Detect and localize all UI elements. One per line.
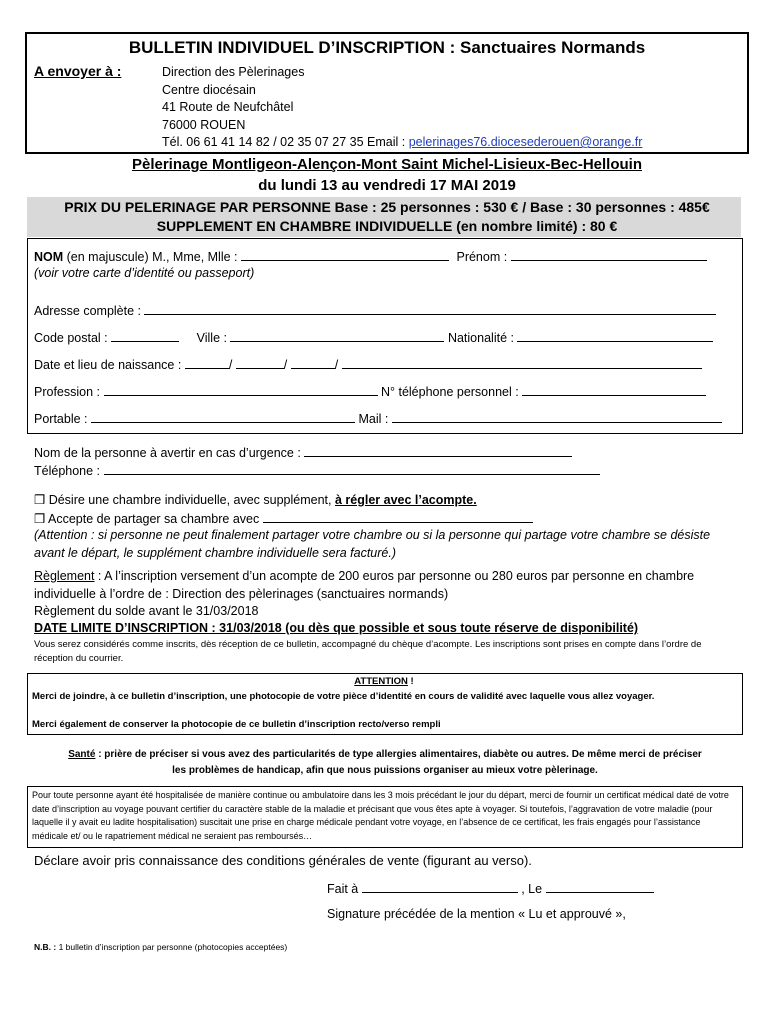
adresse-row (34, 302, 716, 318)
adresse-label: Adresse complète : (34, 304, 141, 318)
ville-label: Ville : (196, 331, 227, 345)
date-label: , Le (521, 882, 543, 896)
code-postal-label: Code postal : (34, 331, 108, 345)
attention-title: ATTENTION (354, 676, 408, 687)
emergency-contact-row (34, 444, 572, 460)
payment-label: Règlement (34, 569, 95, 583)
code-postal-field[interactable] (111, 329, 179, 342)
deadline-text: : 31/03/2018 (ou dès que possible et sous toute réserve de disponibilité) (208, 621, 639, 635)
birth-place-field[interactable] (342, 356, 702, 369)
share-room-checkbox[interactable]: ❒ (34, 512, 46, 526)
share-room-field[interactable] (263, 510, 533, 523)
registration-note: Vous serez considérés comme inscrits, dès réception de ce bulletin, accompagné du chèque d’acompte. Les inscriptions sont prises en compte dans l’ordre de réception du courrier. (34, 639, 702, 664)
address-block (162, 64, 642, 152)
payment-text (34, 568, 739, 603)
naissance-label: Date et lieu de naissance : (34, 358, 182, 372)
trip-title: Pèlerinage Montligeon-Alençon-Mont Saint Michel-Lisieux-Bec-Hellouin (131, 156, 643, 173)
code-postal-row (34, 329, 713, 345)
health-text: : prière de préciser si vous avez des particularités de type allergies alimentaires, diabète ou autres. De même merci de préciser les problèmes de handicap, afin que nous puissions organiser au mieux votre pèlerinage. (95, 749, 702, 776)
send-to-label: A envoyer à : (34, 63, 122, 79)
footer-note (34, 942, 287, 952)
mail-field[interactable] (392, 410, 722, 423)
emergency-contact-field[interactable] (304, 444, 572, 457)
share-room-label: Accepte de partager sa chambre avec (48, 512, 260, 526)
payment-details: : A l’inscription versement d’un acompte de 200 euros par personne ou 280 euros par personne en chambre individuelle à l’ordre de : Direction des pèlerinages (sanctuaires normands) (34, 569, 695, 601)
emergency-phone-row (34, 462, 600, 478)
attention-title-suffix: ! (407, 676, 414, 687)
profession-field[interactable] (104, 383, 378, 396)
prenom-label: Prénom : (456, 250, 508, 264)
nom-field[interactable] (241, 248, 449, 261)
room-note: (Attention : si personne ne peut finalement partager votre chambre ou si la personne qui partage votre chambre se désiste avant le départ, le supplément chambre individuelle sera facturé.) (34, 528, 711, 560)
profession-row (34, 383, 706, 399)
nom-row (34, 248, 707, 264)
emergency-contact-label: Nom de la personne à avertir en cas d’urgence : (34, 446, 301, 460)
portable-label: Portable : (34, 412, 88, 426)
naissance-row: Date et lieu de naissance : / / / (34, 356, 702, 372)
single-room-row (34, 492, 477, 507)
nb-label: N.B. : (34, 942, 57, 952)
birth-year-field[interactable] (291, 356, 335, 369)
phone-line: Tél. 06 61 41 14 82 / 02 35 07 27 35 Email : (162, 135, 409, 149)
address-line: Centre diocésain (162, 82, 256, 97)
page-title: BULLETIN INDIVIDUEL D’INSCRIPTION : Sanctuaires Normands (128, 38, 646, 57)
declaration: Déclare avoir pris connaissance des conditions générales de vente (figurant au verso). (34, 853, 532, 868)
attention-copy-note: Merci également de conserver la photocopie de ce bulletin d’inscription recto/verso rempli (32, 719, 441, 730)
birth-day-field[interactable] (185, 356, 229, 369)
profession-label: Profession : (34, 385, 101, 399)
telephone-perso-field[interactable] (522, 383, 706, 396)
portable-field[interactable] (91, 410, 355, 423)
nb-text: 1 bulletin d’inscription par personne (photocopies acceptées) (56, 942, 288, 952)
birth-month-field[interactable] (236, 356, 284, 369)
health-note (60, 747, 710, 779)
portable-row (34, 410, 722, 426)
ville-field[interactable] (230, 329, 444, 342)
single-room-checkbox[interactable]: ❒ (34, 493, 46, 507)
contact-line (162, 134, 642, 152)
deadline-label: DATE LIMITE D’INSCRIPTION (34, 621, 209, 635)
attention-title-row (27, 676, 741, 687)
nom-label-rest: (en majuscule) M., Mme, Mlle : (63, 250, 238, 264)
fait-a-label: Fait à (327, 882, 359, 896)
telephone-perso-label: N° téléphone personnel : (380, 385, 519, 399)
date-field[interactable] (546, 880, 654, 893)
nom-label: NOM (34, 250, 64, 264)
nom-hint: (voir votre carte d’identité ou passeport) (34, 266, 255, 280)
prenom-field[interactable] (511, 248, 707, 261)
price-line: PRIX DU PELERINAGE PAR PERSONNE Base : 25 personnes : 530 € / Base : 30 personnes : 485€ (64, 199, 710, 215)
attention-id-note: Merci de joindre, à ce bulletin d’inscription, une photocopie de votre pièce d’identité en cours de validité avec laquelle vous allez voyager. (32, 691, 655, 702)
nationalite-label: Nationalité : (447, 331, 514, 345)
health-label: Santé (68, 749, 96, 760)
emergency-phone-field[interactable] (104, 462, 600, 475)
signature-label: Signature précédée de la mention « Lu et approuvé », (327, 907, 626, 921)
deadline-line (34, 621, 638, 635)
fait-a-field[interactable] (362, 880, 518, 893)
nationalite-field[interactable] (517, 329, 713, 342)
trip-dates: du lundi 13 au vendredi 17 MAI 2019 (258, 177, 516, 194)
single-room-text: Désire une chambre individuelle, avec supplément, (48, 493, 335, 507)
email-link[interactable]: pelerinages76.diocesederouen@orange.fr (408, 135, 643, 149)
adresse-field[interactable] (144, 302, 716, 315)
address-line: 76000 ROUEN (162, 117, 246, 132)
mail-label: Mail : (358, 412, 389, 426)
emergency-phone-label: Téléphone : (34, 464, 101, 478)
address-line: Direction des Pèlerinages (162, 65, 305, 79)
medical-note: Pour toute personne ayant été hospitalisée de manière continue ou ambulatoire dans les 3 mois précédant le jour du départ, merci de fournir un certificat médical daté de votre date d’inscription au voyage pouvant certifier du caractère stable de la maladie et précisant que vous êtes apte à voyager. Si toutefois, l’aggravation de votre maladie (pour laquelle il y avait eu ladite hospitalisation) suscitait une prise en charge médicale pendant votre voyage, en l’absence de ce certificat, les frais engagés pour l’assistance médicale et/ ou le rapatriement médical ne seraient pas remboursés… (32, 790, 729, 841)
balance-line: Règlement du solde avant le 31/03/2018 (34, 604, 259, 618)
address-line: 41 Route de Neufchâtel (162, 100, 294, 114)
supplement-line: SUPPLEMENT EN CHAMBRE INDIVIDUELLE (en nombre limité) : 80 € (156, 218, 618, 234)
single-room-payment-note: à régler avec l’acompte. (334, 493, 477, 507)
share-room-row (34, 510, 533, 526)
fait-row (327, 880, 654, 896)
